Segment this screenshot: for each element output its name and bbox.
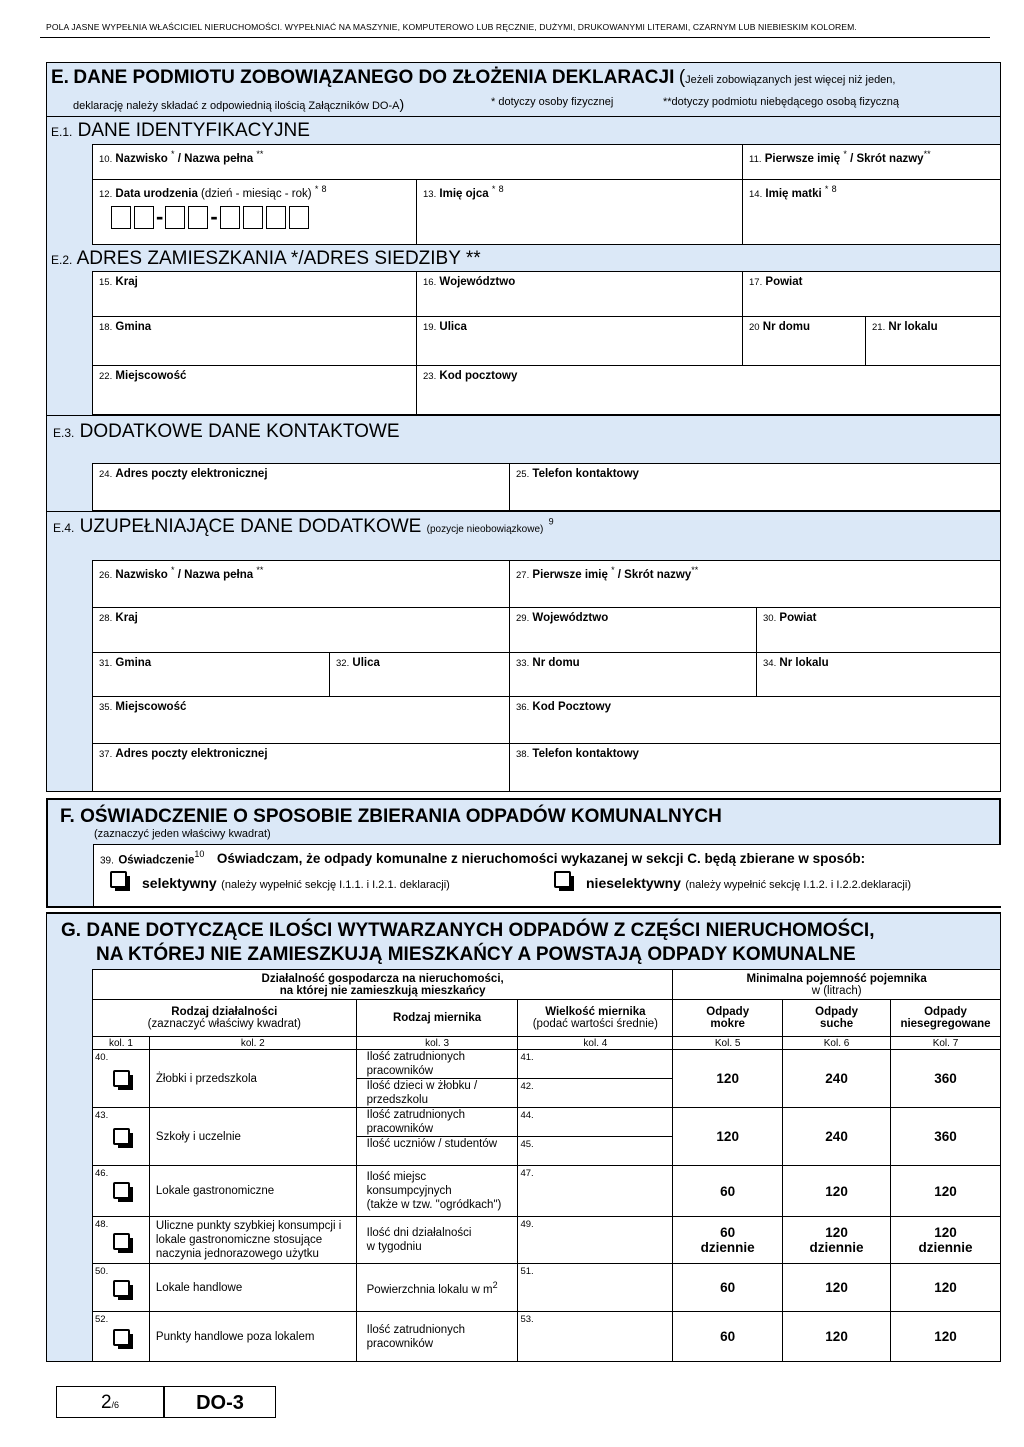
business-activity-header: Działalność gospodarcza na nieruchomości, na której nie zamieszkują mieszkańcy: [93, 970, 673, 1000]
wet-value: 120: [673, 1050, 783, 1108]
meter-input[interactable]: 47.: [518, 1166, 673, 1217]
field-32-street[interactable]: 32. Ulica: [329, 652, 510, 697]
field-39-statement: 39. Oświadczenie$^{10}$ Oświadczam, że odpady komunalne z nieruchomości wykazanej w sekcji C. będą zbierane w sposób: selektywny (należy wypełnić sekcję I.1.1. i I.2.1. deklaracji) nieselektywny (należy wypełnić sekcję I.1.2. i I.2.2.deklaracji): [93, 844, 1001, 906]
field-33-house-number[interactable]: 33. Nr domu: [509, 652, 757, 697]
street-food-checkbox[interactable]: [113, 1233, 130, 1250]
meter-input[interactable]: 42.: [518, 1079, 673, 1108]
wet-value: 60: [673, 1166, 783, 1217]
e4-heading: E.4. UZUPEŁNIAJĄCE DANE DODATKOWE (pozycje nieobowiązkowe) $^9$: [53, 516, 554, 537]
activity-outdoor-retail: Punkty handlowe poza lokalem: [149, 1312, 356, 1362]
double-star-note: **dotyczy podmiotu niebędącego osobą fizyczną: [663, 96, 900, 108]
section-f-subtitle: (zaznaczyć jeden właściwy kwadrat): [94, 828, 271, 840]
wet-value: 60 dziennie: [673, 1217, 783, 1264]
activity-type-header: Rodzaj działalności (zaznaczyć właściwy kwadrat): [93, 1000, 357, 1037]
field-12-birth-date[interactable]: 12. Data urodzenia (dzień - miesiąc - rok) * $^8$ - -: [92, 179, 417, 245]
meter-label: Ilość zatrudnionych pracowników: [356, 1312, 518, 1362]
non-selective-option: nieselektywny (należy wypełnić sekcję I.1.2. i I.2.2.deklaracji): [586, 875, 911, 891]
field-28-country[interactable]: 28. Kraj: [92, 607, 510, 653]
dry-value: 240: [783, 1050, 891, 1108]
section-e-note: deklarację należy składać z odpowiednią ilością Załączników DO-A): [73, 96, 405, 112]
field-19-street[interactable]: 19. Ulica: [416, 316, 743, 366]
field-14-mother-name[interactable]: 14. Imię matki * $^8$: [742, 179, 1001, 245]
non-selective-checkbox[interactable]: [554, 871, 571, 888]
field-38-phone[interactable]: 38. Telefon kontaktowy: [509, 743, 1001, 792]
gastronomy-checkbox[interactable]: [113, 1182, 130, 1199]
field-10-surname[interactable]: 10. Nazwisko * / Nazwa pełna **: [92, 144, 743, 180]
mixed-waste-header: Odpady niesegregowane: [891, 1000, 1001, 1037]
top-divider: [40, 37, 990, 38]
meter-label: Powierzchnia lokalu w $m^2$: [356, 1264, 518, 1312]
activity-street-food: Uliczne punkty szybkiej konsumpcji i lokale gastronomiczne stosujące naczynia jednorazowego użytku: [149, 1217, 356, 1264]
field-23-postal-code[interactable]: 23. Kod pocztowy: [416, 365, 1001, 415]
section-g: [46, 912, 1001, 1362]
table-row: 52. Punkty handlowe poza lokalem Ilość zatrudnionych pracowników 53. 60 120 120: [93, 1312, 1001, 1362]
meter-label: Ilość uczniów / studentów: [356, 1137, 518, 1166]
field-24-email[interactable]: 24. Adres poczty elektronicznej: [92, 463, 510, 511]
table-row: 40. Żłobki i przedszkola Ilość zatrudnionych pracowników 41. 120 240 360: [93, 1050, 1001, 1079]
meter-label: Ilość dzieci w żłobku / przedszkolu: [356, 1079, 518, 1108]
meter-input[interactable]: 41.: [518, 1050, 673, 1079]
dry-value: 120: [783, 1312, 891, 1362]
selective-checkbox[interactable]: [110, 871, 127, 888]
section-g-title-line2: NA KTÓREJ NIE ZAMIESZKUJĄ MIESZKAŃCY A POWSTAJĄ ODPADY KOMUNALNE: [96, 944, 856, 965]
e1-heading: E.1. DANE IDENTYFIKACYJNE: [51, 120, 310, 141]
meter-label: Ilość dni działalności w tygodniu: [356, 1217, 518, 1264]
meter-label: Ilość zatrudnionych pracowników: [356, 1050, 518, 1079]
mixed-value: 120: [891, 1312, 1001, 1362]
field-31-municipality[interactable]: 31. Gmina: [92, 652, 330, 697]
mixed-value: 120: [891, 1166, 1001, 1217]
wet-value: 120: [673, 1108, 783, 1166]
mixed-value: 360: [891, 1108, 1001, 1166]
field-29-voivodeship[interactable]: 29. Województwo: [509, 607, 757, 653]
activity-nursery: Żłobki i przedszkola: [149, 1050, 356, 1108]
dry-value: 240: [783, 1108, 891, 1166]
section-g-title: G. DANE DOTYCZĄCE ILOŚCI WYTWARZANYCH ODPADÓW Z CZĘŚCI NIERUCHOMOŚCI,: [61, 920, 875, 941]
table-row: 50. Lokale handlowe Powierzchnia lokalu w $m^2$ 51. 60 120 120: [93, 1264, 1001, 1312]
mixed-value: 120 dziennie: [891, 1217, 1001, 1264]
section-e-title: E. DANE PODMIOTU ZOBOWIĄZANEGO DO ZŁOŻENIA DEKLARACJI (Jeżeli zobowiązanych jest więcej niż jeden,: [51, 67, 896, 88]
dry-waste-header: Odpady suche: [783, 1000, 891, 1037]
section-e: [46, 62, 1001, 792]
field-34-apartment-number[interactable]: 34. Nr lokalu: [756, 652, 1001, 697]
waste-table: [92, 969, 1001, 1362]
field-27-first-name[interactable]: 27. Pierwsze imię * / Skrót nazwy**: [509, 560, 1001, 608]
field-16-voivodeship[interactable]: 16. Województwo: [416, 271, 743, 317]
field-37-email[interactable]: 37. Adres poczty elektronicznej: [92, 743, 510, 792]
mixed-value: 360: [891, 1050, 1001, 1108]
form-code: DO-3: [164, 1386, 276, 1418]
field-11-first-name[interactable]: 11. Pierwsze imię * / Skrót nazwy**: [742, 144, 1001, 180]
field-20-house-number[interactable]: 20 Nr domu: [742, 316, 866, 366]
e3-heading: E.3. DODATKOWE DANE KONTAKTOWE: [53, 421, 400, 442]
section-f: [46, 798, 1001, 908]
activity-schools: Szkoły i uczelnie: [149, 1108, 356, 1166]
meter-size-header: Wielkość miernika (podać wartości średnie): [518, 1000, 673, 1037]
star-note: * dotyczy osoby fizycznej: [491, 96, 614, 108]
section-f-title: F. OŚWIADCZENIE O SPOSOBIE ZBIERANIA ODPADÓW KOMUNALNYCH: [60, 806, 722, 827]
field-22-city[interactable]: 22. Miejscowość: [92, 365, 417, 415]
wet-waste-header: Odpady mokre: [673, 1000, 783, 1037]
table-row: 48. Uliczne punkty szybkiej konsumpcji i lokale gastronomiczne stosujące naczynia jednorazowego użytku Ilość dni działalności w tygodniu 49. 60 dziennie 120 dziennie 120 dziennie: [93, 1217, 1001, 1264]
field-17-county[interactable]: 17. Powiat: [742, 271, 1001, 317]
meter-label: Ilość miejsc konsumpcyjnych (także w tzw. "ogródkach"): [356, 1166, 518, 1217]
outdoor-retail-checkbox[interactable]: [113, 1329, 130, 1346]
dry-value: 120 dziennie: [783, 1217, 891, 1264]
field-35-city[interactable]: 35. Miejscowość: [92, 696, 510, 744]
mixed-value: 120: [891, 1264, 1001, 1312]
wet-value: 60: [673, 1312, 783, 1362]
column-numbers-row: kol. 1 kol. 2 kol. 3 kol. 4 Kol. 5 Kol. 6 Kol. 7: [93, 1037, 1001, 1050]
min-capacity-header: Minimalna pojemność pojemnika w (litrach): [673, 970, 1001, 1000]
table-row: 43. Szkoły i uczelnie Ilość zatrudnionych pracowników 44. 120 240 360: [93, 1108, 1001, 1137]
e2-heading: E.2. ADRES ZAMIESZKANIA */ADRES SIEDZIBY **: [51, 248, 481, 269]
meter-input[interactable]: 53.: [518, 1312, 673, 1362]
field-25-phone[interactable]: 25. Telefon kontaktowy: [509, 463, 1001, 511]
field-13-father-name[interactable]: 13. Imię ojca * $^8$: [416, 179, 743, 245]
field-36-postal-code[interactable]: 36. Kod Pocztowy: [509, 696, 1001, 744]
schools-checkbox[interactable]: [113, 1128, 130, 1145]
field-21-apartment-number[interactable]: 21. Nr lokalu: [865, 316, 1001, 366]
table-row: 46. Lokale gastronomiczne Ilość miejsc konsumpcyjnych (także w tzw. "ogródkach") 47. 60 120 120: [93, 1166, 1001, 1217]
dry-value: 120: [783, 1264, 891, 1312]
field-30-county[interactable]: 30. Powiat: [756, 607, 1001, 653]
meter-label: Ilość zatrudnionych pracowników: [356, 1108, 518, 1137]
activity-retail: Lokale handlowe: [149, 1264, 356, 1312]
selective-option: selektywny (należy wypełnić sekcję I.1.1. i I.2.1. deklaracji): [142, 875, 450, 891]
meter-input[interactable]: 45.: [518, 1137, 673, 1166]
birth-date-boxes[interactable]: - -: [111, 204, 312, 230]
field-26-surname[interactable]: 26. Nazwisko * / Nazwa pełna **: [92, 560, 510, 608]
activity-gastronomy: Lokale gastronomiczne: [149, 1166, 356, 1217]
field-15-country[interactable]: 15. Kraj: [92, 271, 417, 317]
nursery-checkbox[interactable]: [113, 1070, 130, 1087]
meter-input[interactable]: 44.: [518, 1108, 673, 1137]
page-number: 2/6: [56, 1386, 164, 1418]
meter-input[interactable]: 49.: [518, 1217, 673, 1264]
meter-type-header: Rodzaj miernika: [356, 1000, 518, 1037]
top-instruction: POLA JASNE WYPEŁNIA WŁAŚCICIEL NIERUCHOMOŚCI. WYPEŁNIAĆ NA MASZYNIE, KOMPUTEROWO LUB RĘCZNIE, DUŻYMI, DRUKOWANYMI LITERAMI, CZARNYM LUB NIEBIESKIM KOLOREM.: [46, 22, 857, 32]
retail-checkbox[interactable]: [113, 1280, 130, 1297]
wet-value: 60: [673, 1264, 783, 1312]
field-18-municipality[interactable]: 18. Gmina: [92, 316, 417, 366]
meter-input[interactable]: 51.: [518, 1264, 673, 1312]
dry-value: 120: [783, 1166, 891, 1217]
